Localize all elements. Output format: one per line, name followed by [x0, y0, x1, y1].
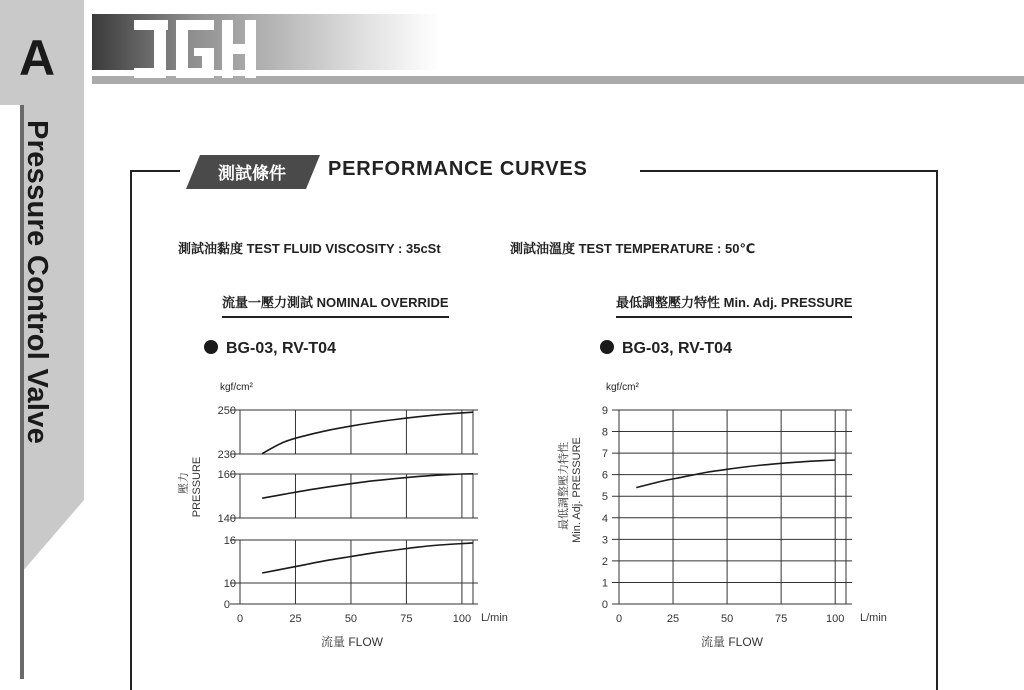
y-tick-label: 3 [601, 534, 608, 547]
y-tick-label: 0 [223, 599, 230, 611]
y-tick-label: 250 [217, 405, 236, 417]
y-unit-label: kgf/cm² [220, 382, 253, 393]
y-axis-label-en: Min. Adj. PRESSURE [571, 437, 583, 543]
x-tick-label: 0 [615, 613, 623, 625]
chart-2-model: BG-03, RV-T04 [600, 340, 732, 358]
chart-2-subtitle: 最低調整壓力特性 Min. Adj. PRESSURE [616, 292, 852, 318]
min-adj-pressure-chart [550, 370, 920, 660]
y-tick-label: 9 [601, 405, 608, 417]
brand-logo [132, 18, 258, 80]
x-unit-label: L/min [481, 612, 508, 624]
x-tick-label: 100 [452, 613, 472, 625]
y-tick-label: 16 [223, 535, 236, 547]
nominal-override-chart [160, 370, 530, 660]
x-tick-label: 25 [666, 613, 680, 625]
x-tick-label: 50 [720, 613, 734, 625]
section-badge-label: 測試條件 [218, 164, 286, 183]
y-tick-label: 6 [601, 469, 608, 482]
series-line-2 [262, 474, 473, 498]
series-line-1 [262, 412, 473, 453]
viscosity-condition: 測試油黏度 TEST FLUID VISCOSITY : 35cSt [178, 241, 441, 256]
y-tick-label: 8 [601, 426, 608, 439]
chart-1-model: BG-03, RV-T04 [204, 340, 336, 358]
section-letter: A [18, 30, 56, 86]
x-tick-label: 75 [400, 613, 413, 625]
series-line-3 [262, 543, 473, 573]
y-tick-label: 160 [217, 469, 236, 481]
x-tick-label: 25 [289, 613, 302, 625]
series-line [636, 460, 835, 488]
y-tick-label: 0 [601, 599, 608, 611]
section-badge [186, 153, 322, 191]
y-tick-label: 5 [601, 491, 608, 504]
x-unit-label: L/min [860, 612, 887, 624]
section-title: PERFORMANCE CURVES [328, 158, 588, 180]
chart-1-subtitle: 流量一壓力測試 NOMINAL OVERRIDE [222, 292, 449, 318]
y-axis-label-en: PRESSURE [191, 456, 203, 518]
sidebar-title: Pressure Control Valve [21, 120, 53, 445]
temperature-condition: 測試油溫度 TEST TEMPERATURE : 50℃ [510, 241, 756, 256]
y-tick-label: 4 [601, 512, 608, 525]
x-tick-label: 50 [344, 613, 358, 625]
x-axis-label: 流量 FLOW [321, 635, 383, 649]
y-tick-label: 2 [601, 555, 608, 568]
x-tick-label: 0 [236, 613, 244, 625]
x-tick-label: 100 [826, 613, 845, 625]
y-tick-label: 1 [601, 577, 608, 590]
y-axis-label-zh: 最低調整壓力特性 [558, 442, 570, 530]
y-tick-label: 7 [601, 448, 608, 461]
y-tick-label: 10 [223, 578, 236, 590]
x-axis-label: 流量 FLOW [701, 635, 763, 649]
y-axis-label-zh: 壓力 [178, 472, 190, 494]
x-tick-label: 75 [775, 613, 788, 625]
y-unit-label: kgf/cm² [606, 382, 639, 393]
y-tick-label: 140 [217, 513, 236, 525]
y-tick-label: 230 [217, 449, 236, 461]
